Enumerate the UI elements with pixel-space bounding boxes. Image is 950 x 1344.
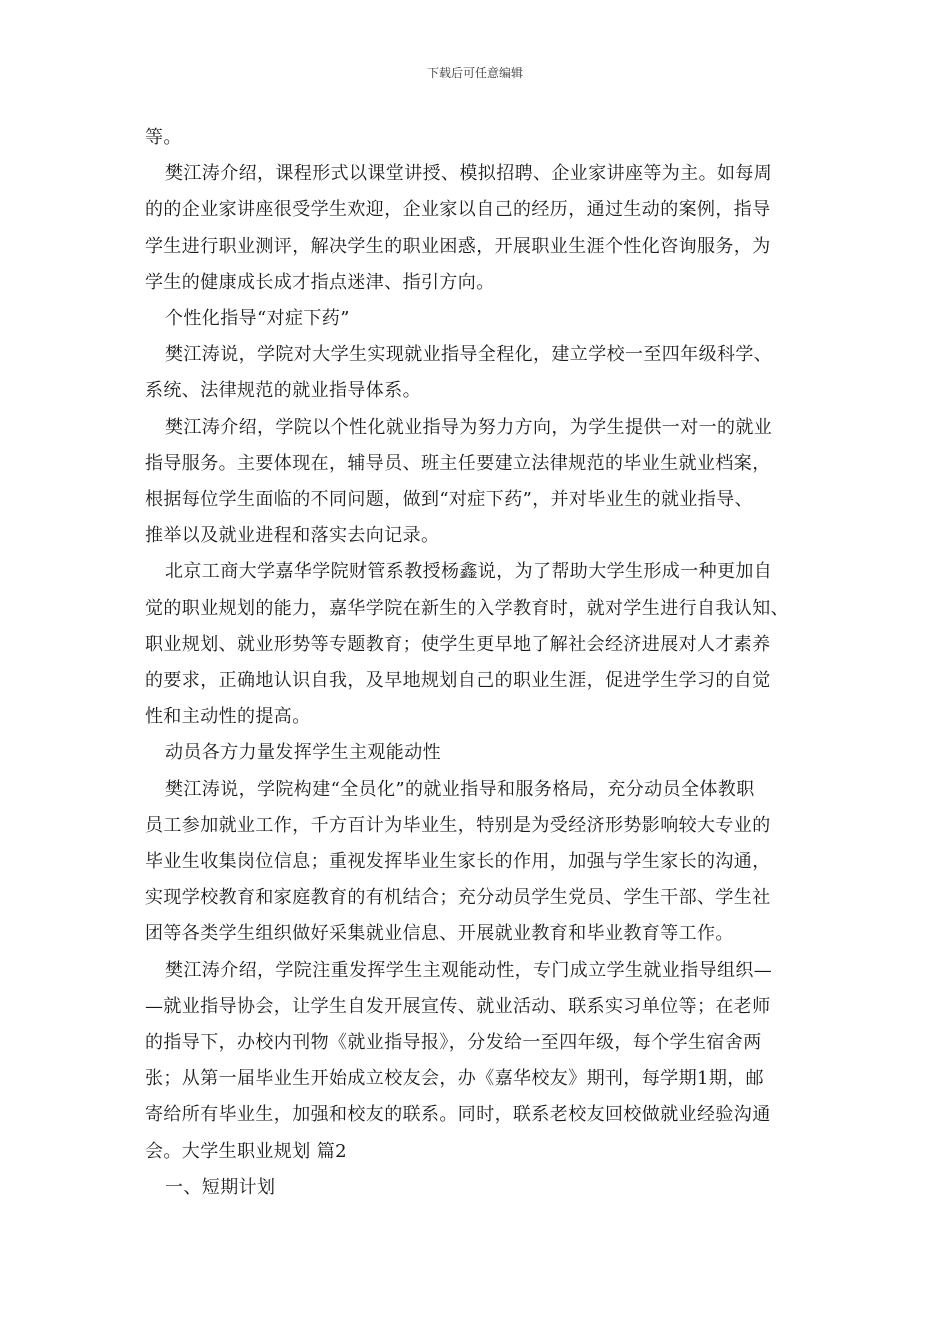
text-line: 的指导下，办校内刊物《就业指导报》，分发给一至四年级，每个学生宿舍两 — [145, 1032, 762, 1054]
text-line: 觉的职业规划的能力，嘉华学院在新生的入学教育时，就对学生进行自我认知、 — [145, 597, 789, 619]
text-line: 张；从第一届毕业生开始成立校友会，办《嘉华校友》期刊，每学期1期，邮 — [145, 1068, 765, 1090]
text-line: 实现学校教育和家庭教育的有机结合；充分动员学生党员、学生干部、学生社 — [145, 887, 771, 909]
text-line: 樊江涛介绍，学院注重发挥学生主观能动性，专门成立学生就业指导组织— — [165, 959, 773, 981]
text-line: —就业指导协会，让学生自发开展宣传、就业活动、联系实习单位等；在老师 — [145, 995, 771, 1017]
text-line: 团等各类学生组织做好采集就业信息、开展就业教育和毕业教育等工作。 — [145, 923, 734, 945]
text-line: 根据每位学生面临的不同问题，做到“对症下药”，并对毕业生的就业指导、 — [145, 489, 754, 511]
text-line: 樊江涛介绍，学院以个性化就业指导为努力方向，为学生提供一对一的就业 — [165, 416, 773, 438]
text-line: 会。大学生职业规划 篇2 — [145, 1140, 347, 1162]
text-line: 个性化指导“对症下药” — [165, 308, 350, 330]
document-body — [145, 120, 810, 1206]
text-line: 北京工商大学嘉华学院财管系教授杨鑫说，为了帮助大学生形成一种更加自 — [165, 561, 773, 583]
text-line: 职业规划、就业形势等专题教育；使学生更早地了解社会经济进展对人才素养 — [145, 633, 771, 655]
text-line: 指导服务。主要体现在，辅导员、班主任要建立法律规范的毕业生就业档案， — [145, 452, 771, 474]
text-line: 樊江涛说，学院构建“全员化”的就业指导和服务格局，充分动员全体教职 — [165, 778, 755, 800]
text-line: 的要求，正确地认识自我，及早地规划自己的职业生涯，促进学生学习的自觉 — [145, 670, 771, 692]
text-line: 动员各方力量发挥学生主观能动性 — [165, 742, 441, 764]
text-line: 樊江涛介绍，课程形式以课堂讲授、模拟招聘、企业家讲座等为主。如每周 — [165, 163, 773, 185]
text-line: 一、短期计划 — [165, 1176, 276, 1198]
text-line: 毕业生收集岗位信息；重视发挥毕业生家长的作用，加强与学生家长的沟通， — [145, 851, 771, 873]
text-line: 寄给所有毕业生，加强和校友的联系。同时，联系老校友回校做就业经验沟通 — [145, 1104, 771, 1126]
text-line: 等。 — [145, 127, 182, 148]
page-header: 下载后可任意编辑 — [426, 66, 523, 80]
text-line: 的的企业家讲座很受学生欢迎，企业家以自己的经历，通过生动的案例，指导 — [145, 199, 771, 221]
text-line: 学生进行职业测评，解决学生的职业困惑，开展职业生涯个性化咨询服务，为 — [145, 235, 771, 257]
text-line: 樊江涛说，学院对大学生实现就业指导全程化，建立学校一至四年级科学、 — [165, 344, 773, 366]
text-line: 系统、法律规范的就业指导体系。 — [145, 380, 421, 402]
text-line: 员工参加就业工作，千方百计为毕业生，特别是为受经济形势影响较大专业的 — [145, 814, 771, 836]
text-line: 性和主动性的提高。 — [145, 706, 311, 728]
text-line: 推举以及就业进程和落实去向记录。 — [145, 525, 440, 547]
text-line: 学生的健康成长成才指点迷津、指引方向。 — [145, 271, 495, 293]
